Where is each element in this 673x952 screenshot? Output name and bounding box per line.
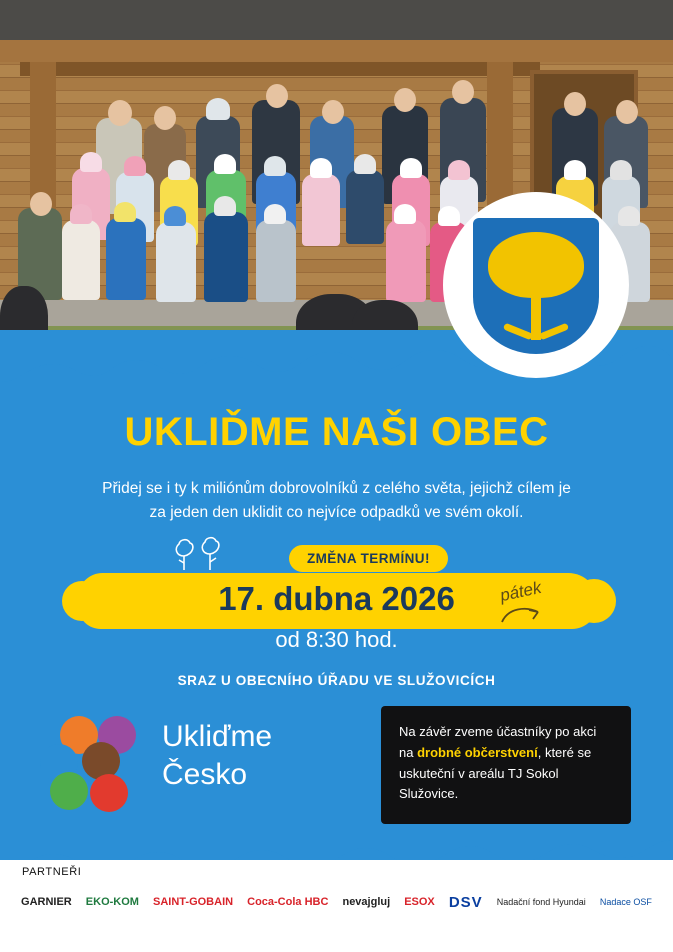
child-hat bbox=[264, 156, 286, 176]
note-text-part1: Na závěr zveme účastníky po akci na bbox=[399, 724, 597, 760]
child-hat bbox=[448, 160, 470, 180]
tree-root-icon bbox=[503, 323, 533, 341]
child bbox=[256, 220, 296, 302]
person-head bbox=[564, 92, 586, 116]
child-hat bbox=[124, 156, 146, 176]
child bbox=[386, 220, 426, 302]
status-badge: ZMĚNA TERMÍNU! bbox=[289, 545, 448, 572]
partner-logo: DSV bbox=[448, 894, 483, 911]
child-hat bbox=[168, 160, 190, 180]
tree-trunk-icon bbox=[531, 282, 541, 340]
child bbox=[346, 170, 384, 244]
partner-logo: ESOX bbox=[404, 896, 435, 909]
person-head bbox=[452, 80, 474, 104]
child bbox=[106, 218, 146, 300]
event-time: od 8:30 hod. bbox=[275, 627, 398, 652]
partner-logo: Nadace OSF bbox=[599, 897, 652, 908]
person-head bbox=[154, 106, 176, 130]
partners-label: PARTNEŘI bbox=[22, 866, 82, 878]
meeting-point: SRAZ U OBECNÍHO ÚŘADU VE SLUŽOVICÍCH bbox=[177, 673, 496, 688]
intro-text-line2: za jeden den uklidit co nejvíce odpadků ve svém okolí. bbox=[149, 504, 524, 522]
building-roof bbox=[0, 0, 673, 40]
intro-text bbox=[46, 477, 627, 525]
note-highlight: drobné občerstvení bbox=[417, 744, 538, 760]
building-beam bbox=[20, 62, 540, 76]
person-head bbox=[266, 84, 288, 108]
logo-wordmark-line1: Ukliďme bbox=[162, 720, 273, 753]
person-head bbox=[616, 100, 638, 124]
logo-wordmark bbox=[162, 718, 272, 793]
logo-dot-green bbox=[50, 772, 88, 810]
logo-dots bbox=[34, 716, 152, 808]
note-text-part2: , které se uskuteční v areálu TJ Sokol Služovice. bbox=[399, 744, 592, 802]
child-head bbox=[30, 192, 52, 216]
partner-logo: EKO-KOM bbox=[85, 896, 139, 909]
tree-root-icon bbox=[539, 323, 569, 341]
curved-arrow-icon bbox=[498, 604, 544, 626]
child-hat bbox=[310, 158, 332, 178]
partner-logo: SAINT-GOBAIN bbox=[153, 896, 234, 909]
child-hat bbox=[618, 206, 640, 226]
child-hat bbox=[394, 204, 416, 224]
municipal-coat-of-arms bbox=[473, 218, 599, 354]
child-hat bbox=[264, 204, 286, 224]
child bbox=[156, 222, 196, 302]
intro-text-line1: Přidej se i ty k miliónům dobrovolníků z celého světa, jejichž cílem je bbox=[102, 480, 571, 497]
child-hat bbox=[354, 154, 376, 174]
page-title: UKLIĎME NAŠI OBEC bbox=[124, 410, 549, 454]
partner-logo: nevajgluj bbox=[342, 896, 391, 909]
child-hat bbox=[400, 158, 422, 178]
child-hat bbox=[114, 202, 136, 222]
child bbox=[204, 212, 248, 302]
child-hat bbox=[438, 206, 460, 226]
logo-dot-red bbox=[90, 774, 128, 812]
child-hat bbox=[164, 206, 186, 226]
person-head bbox=[394, 88, 416, 112]
person-hat bbox=[206, 98, 230, 120]
child-hat bbox=[610, 160, 632, 180]
partner-logos bbox=[0, 894, 673, 911]
footer bbox=[0, 860, 673, 952]
partner-logo: Coca-Cola HBC bbox=[247, 896, 329, 909]
child-hat bbox=[214, 196, 236, 216]
child-hat bbox=[80, 152, 102, 172]
child-hat bbox=[70, 204, 92, 224]
child-hat bbox=[214, 154, 236, 174]
person-head bbox=[108, 100, 132, 126]
event-day-note: pátek bbox=[498, 577, 544, 606]
trees-icon bbox=[170, 536, 240, 572]
child bbox=[62, 220, 100, 300]
building-beam bbox=[0, 40, 673, 62]
child bbox=[302, 174, 340, 246]
person-head bbox=[322, 100, 344, 124]
partner-logo: GARNIER bbox=[21, 896, 72, 909]
refreshments-note bbox=[381, 706, 631, 824]
partner-logo: Nadační fond Hyundai bbox=[496, 897, 586, 908]
uklidme-cesko-logo bbox=[34, 710, 334, 810]
child-hat bbox=[564, 160, 586, 180]
event-date: 17. dubna 2026 bbox=[218, 580, 455, 617]
logo-wordmark-line2: Česko bbox=[162, 757, 248, 791]
